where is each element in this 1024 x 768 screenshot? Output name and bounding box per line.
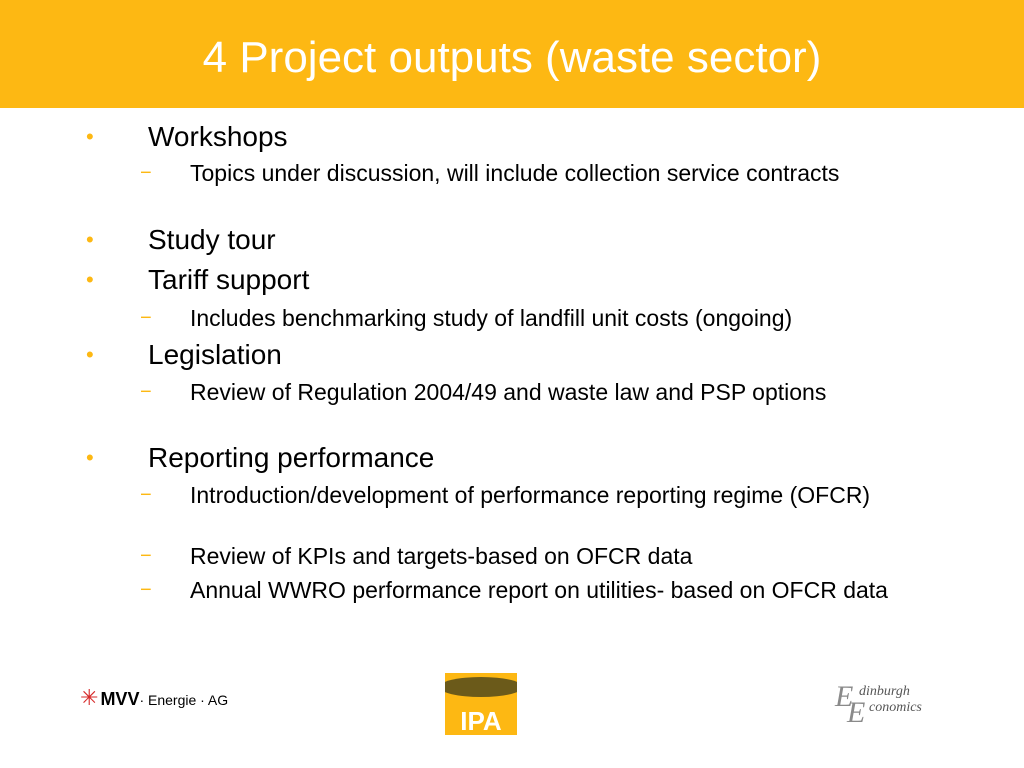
dash-icon: − <box>140 162 152 184</box>
mvv-subtitle: · Energie · AG <box>139 692 229 708</box>
sun-icon: ✳ <box>80 685 99 710</box>
bullet-icon: • <box>86 267 94 292</box>
bullet-icon: • <box>86 342 94 367</box>
bullet-legislation: Legislation <box>148 339 282 370</box>
subbullet-topics: Topics under discussion, will include collection service contracts <box>190 160 840 186</box>
bullet-tariff-support: Tariff support <box>148 264 310 295</box>
slide-title: 4 Project outputs (waste sector) <box>202 33 822 82</box>
economics-word: conomics <box>869 700 922 715</box>
dash-icon: − <box>140 484 152 506</box>
subbullet-benchmarking: Includes benchmarking study of landfill unit costs (ongoing) <box>190 305 793 331</box>
ipa-logo <box>445 673 517 735</box>
dash-icon: − <box>140 545 152 567</box>
ipa-wave-icon <box>445 677 517 697</box>
edinburgh-initial: E <box>835 680 854 713</box>
economics-initial: E <box>847 696 866 729</box>
dash-icon: − <box>140 381 152 403</box>
bullet-icon: • <box>86 124 94 149</box>
subbullet-regulation: Review of Regulation 2004/49 and waste law and PSP options <box>190 379 827 405</box>
subbullet-introduction: Introduction/development of performance reporting regime (OFCR) <box>190 482 871 508</box>
bullet-icon: • <box>86 445 94 470</box>
subbullet-kpis: Review of KPIs and targets-based on OFCR data <box>190 543 693 569</box>
dash-icon: − <box>140 307 152 329</box>
bullet-reporting-performance: Reporting performance <box>148 442 435 473</box>
bullet-icon: • <box>86 227 94 252</box>
ipa-text: IPA <box>460 706 502 735</box>
subbullet-annual-report: Annual WWRO performance report on utilities- based on OFCR data <box>190 577 888 603</box>
edinburgh-economics-logo <box>835 682 945 728</box>
mvv-logo <box>80 686 228 712</box>
dash-icon: − <box>140 579 152 601</box>
bullet-study-tour: Study tour <box>148 224 276 255</box>
bullet-workshops: Workshops <box>148 121 288 152</box>
mvv-brand: MVV <box>100 689 140 709</box>
edinburgh-word: dinburgh <box>859 684 910 699</box>
